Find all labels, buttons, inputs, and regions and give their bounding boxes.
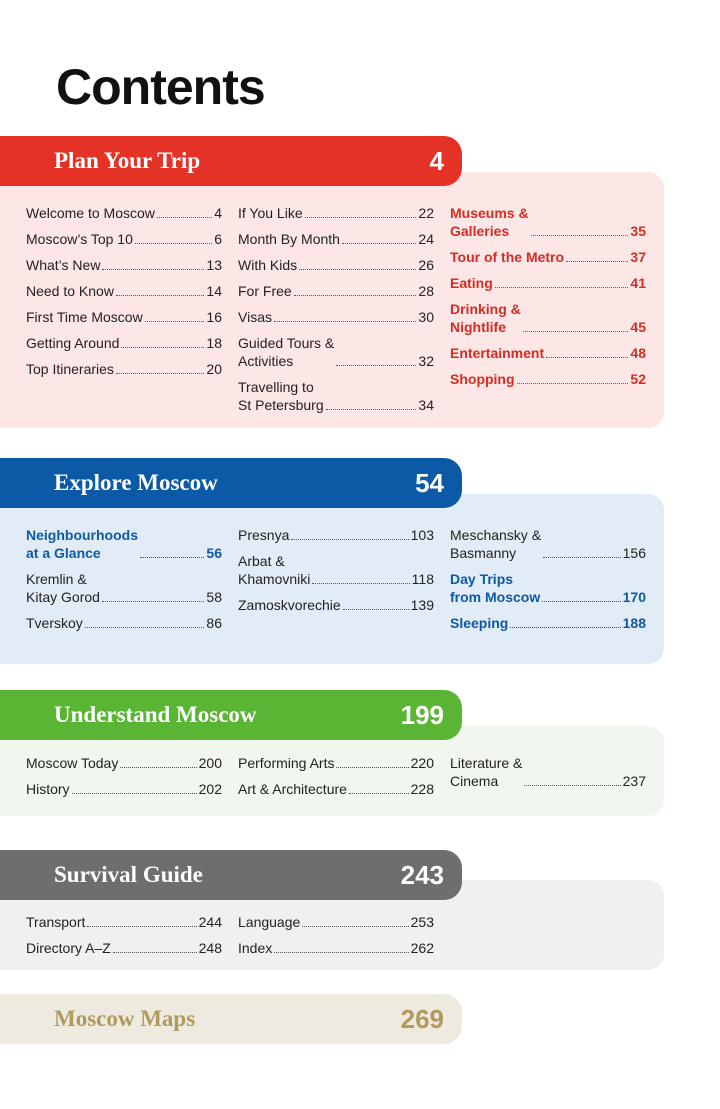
toc-entry-title: Visas <box>238 309 272 325</box>
toc-entry[interactable] <box>450 300 646 336</box>
toc-entry-page: 52 <box>630 371 646 387</box>
toc-entry[interactable] <box>238 308 434 326</box>
section-banner[interactable] <box>0 458 462 508</box>
toc-entry-title: Entertainment <box>450 345 545 361</box>
dot-leader <box>113 952 197 953</box>
toc-entry[interactable] <box>26 780 222 798</box>
toc-entry[interactable] <box>238 552 434 588</box>
dot-leader <box>72 793 197 794</box>
section-title: Moscow Maps <box>54 1006 196 1031</box>
dot-leader <box>102 601 204 602</box>
toc-entry-title: Welcome to Moscow <box>26 205 155 221</box>
dot-leader <box>543 557 621 558</box>
section-title: Survival Guide <box>54 862 203 887</box>
section-title: Explore Moscow <box>54 470 218 495</box>
toc-entry-title: Art & Architecture <box>238 781 347 797</box>
toc-entry-title: Day Trips from Moscow <box>450 571 541 605</box>
toc-entry-page: 220 <box>410 755 434 771</box>
toc-entry[interactable] <box>26 614 222 632</box>
dot-leader <box>157 217 212 218</box>
toc-entry-page: 34 <box>418 397 434 413</box>
dot-leader <box>305 217 417 218</box>
dot-leader <box>121 347 204 348</box>
toc-entry-page: 4 <box>214 205 222 221</box>
toc-entry[interactable] <box>450 370 646 388</box>
toc-column-2 <box>238 754 434 806</box>
toc-column-2 <box>238 204 434 422</box>
toc-entry-title: Sleeping <box>450 615 509 631</box>
section-page-number: 199 <box>400 699 444 730</box>
toc-entry[interactable] <box>450 274 646 292</box>
toc-entry[interactable] <box>26 526 222 562</box>
toc-entry-title: Need to Know <box>26 283 114 299</box>
toc-entry-page: 45 <box>630 319 646 335</box>
toc-entry-page: 18 <box>206 335 222 351</box>
toc-entry-title: If You Like <box>238 205 303 221</box>
dot-leader <box>495 287 629 288</box>
toc-entry-title: Month By Month <box>238 231 340 247</box>
toc-entry[interactable] <box>450 248 646 266</box>
toc-entry-page: 16 <box>206 309 222 325</box>
dot-leader <box>546 357 628 358</box>
dot-leader <box>336 767 408 768</box>
dot-leader <box>510 627 620 628</box>
toc-entry-page: 13 <box>206 257 222 273</box>
dot-leader <box>102 269 204 270</box>
toc-column-1 <box>26 204 222 386</box>
toc-entry-title: Top Itineraries <box>26 361 114 377</box>
dot-leader <box>294 295 417 296</box>
toc-entry-title: With Kids <box>238 257 298 273</box>
dot-leader <box>145 321 205 322</box>
toc-entry[interactable] <box>238 230 434 248</box>
dot-leader <box>312 583 409 584</box>
toc-entry-page: 14 <box>206 283 222 299</box>
dot-leader <box>85 627 205 628</box>
section-explore-moscow <box>0 458 720 668</box>
dot-leader <box>120 767 196 768</box>
section-title: Plan Your Trip <box>54 148 201 173</box>
toc-entry[interactable] <box>450 204 646 240</box>
toc-column-2 <box>238 913 434 965</box>
dot-leader <box>336 365 416 366</box>
toc-entry-title: Arbat & Khamovniki <box>238 553 311 587</box>
dot-leader <box>135 243 212 244</box>
toc-entry-title: What’s New <box>26 257 101 273</box>
toc-entry[interactable] <box>26 334 222 352</box>
toc-entry-page: 156 <box>622 545 646 561</box>
section-plan-your-trip <box>0 136 720 431</box>
toc-entry[interactable] <box>238 754 434 772</box>
toc-entry[interactable] <box>26 256 222 274</box>
toc-entry-title: History <box>26 781 70 797</box>
section-banner[interactable] <box>0 690 462 740</box>
toc-entry-title: Presnya <box>238 527 290 543</box>
toc-entry-page: 41 <box>630 275 646 291</box>
toc-entry[interactable] <box>26 204 222 222</box>
dot-leader <box>343 609 409 610</box>
toc-entry-page: 262 <box>410 940 434 956</box>
page-title: Contents <box>56 59 265 115</box>
toc-entry[interactable] <box>238 596 434 614</box>
toc-entry[interactable] <box>26 913 222 931</box>
toc-entry[interactable] <box>450 344 646 362</box>
dot-leader <box>140 557 204 558</box>
toc-entry-page: 6 <box>214 231 222 247</box>
toc-entry-title: Index <box>238 940 273 956</box>
toc-column-1 <box>26 913 222 965</box>
toc-entry[interactable] <box>238 378 434 414</box>
dot-leader <box>523 331 629 332</box>
toc-entry-page: 28 <box>418 283 434 299</box>
toc-entry-title: Neighbourhoods at a Glance <box>26 527 138 561</box>
dot-leader <box>326 409 417 410</box>
toc-column-1 <box>26 754 222 806</box>
section-understand-moscow <box>0 690 720 820</box>
toc-column-1 <box>26 526 222 640</box>
toc-entry-page: 26 <box>418 257 434 273</box>
toc-entry-title: Eating <box>450 275 493 291</box>
toc-entry[interactable] <box>450 754 646 790</box>
toc-entry[interactable] <box>450 526 646 562</box>
section-moscow-maps <box>0 994 720 1046</box>
section-page-number: 269 <box>400 1003 444 1034</box>
toc-entry-page: 30 <box>418 309 434 325</box>
toc-column-3 <box>450 526 646 640</box>
toc-entry-page: 253 <box>410 914 434 930</box>
toc-entry[interactable] <box>450 570 646 606</box>
toc-entry-title: Moscow Today <box>26 755 119 771</box>
toc-entry[interactable] <box>26 939 222 957</box>
dot-leader <box>116 295 204 296</box>
toc-entry-title: Directory A–Z <box>26 940 111 956</box>
toc-entry-page: 37 <box>630 249 646 265</box>
toc-entry[interactable] <box>238 334 434 370</box>
toc-entry-title: Zamoskvorechie <box>238 597 341 613</box>
toc-entry-page: 35 <box>630 223 646 239</box>
toc-entry[interactable] <box>238 526 434 544</box>
toc-entry-page: 103 <box>410 527 434 543</box>
toc-entry-page: 24 <box>418 231 434 247</box>
toc-entry-page: 32 <box>418 353 434 369</box>
dot-leader <box>517 383 629 384</box>
toc-entry[interactable] <box>26 754 222 772</box>
toc-entry[interactable] <box>26 282 222 300</box>
dot-leader <box>566 261 628 262</box>
toc-entry-title: Meschansky & Basmanny <box>450 527 542 561</box>
toc-entry[interactable] <box>238 282 434 300</box>
toc-entry-page: 58 <box>206 589 222 605</box>
dot-leader <box>299 269 416 270</box>
toc-entry-page: 248 <box>198 940 222 956</box>
toc-entry-page: 48 <box>630 345 646 361</box>
section-title: Understand Moscow <box>54 702 257 727</box>
toc-entry-title: Literature & Cinema <box>450 755 523 789</box>
dot-leader <box>116 373 204 374</box>
toc-entry[interactable] <box>238 256 434 274</box>
toc-entry[interactable] <box>450 614 646 632</box>
dot-leader <box>524 785 620 786</box>
toc-entry-page: 118 <box>411 571 434 587</box>
toc-column-2 <box>238 526 434 622</box>
toc-entry[interactable] <box>26 230 222 248</box>
toc-entry-title: Shopping <box>450 371 515 387</box>
dot-leader <box>274 952 408 953</box>
dot-leader <box>349 793 409 794</box>
section-survival-guide <box>0 850 720 974</box>
toc-entry-page: 244 <box>198 914 222 930</box>
section-banner[interactable] <box>0 850 462 900</box>
toc-entry-page: 228 <box>410 781 434 797</box>
dot-leader <box>274 321 416 322</box>
toc-entry-title: Museums & Galleries <box>450 205 529 239</box>
dot-leader <box>342 243 416 244</box>
toc-entry-page: 86 <box>206 615 222 631</box>
dot-leader <box>87 926 196 927</box>
toc-column-3 <box>450 204 646 396</box>
toc-entry-title: For Free <box>238 283 292 299</box>
toc-entry-title: Travelling to St Petersburg <box>238 379 324 413</box>
toc-entry-title: First Time Moscow <box>26 309 143 325</box>
toc-entry[interactable] <box>238 204 434 222</box>
toc-entry-title: Transport <box>26 914 86 930</box>
section-page-number: 243 <box>400 859 444 890</box>
toc-column-3 <box>450 754 646 798</box>
toc-entry-page: 200 <box>198 755 222 771</box>
toc-entry-page: 237 <box>622 773 646 789</box>
toc-entry[interactable] <box>238 780 434 798</box>
toc-entry[interactable] <box>26 570 222 606</box>
toc-entry-page: 22 <box>418 205 434 221</box>
toc-entry-title: Guided Tours & Activities <box>238 335 335 369</box>
dot-leader <box>531 235 629 236</box>
section-banner[interactable] <box>0 136 462 186</box>
toc-entry[interactable] <box>238 939 434 957</box>
toc-entry-title: Getting Around <box>26 335 120 351</box>
toc-entry-title: Drinking & Nightlife <box>450 301 521 335</box>
toc-entry-title: Language <box>238 914 301 930</box>
toc-entry-page: 139 <box>410 597 434 613</box>
toc-entry-page: 56 <box>206 545 222 561</box>
toc-entry-title: Kremlin & Kitay Gorod <box>26 571 100 605</box>
toc-entry[interactable] <box>26 308 222 326</box>
dot-leader <box>542 601 620 602</box>
toc-entry-page: 202 <box>198 781 222 797</box>
section-page-number: 54 <box>415 467 444 498</box>
dot-leader <box>302 926 408 927</box>
toc-entry-page: 170 <box>622 589 646 605</box>
toc-entry-page: 20 <box>206 361 222 377</box>
toc-entry-title: Tour of the Metro <box>450 249 565 265</box>
toc-entry-title: Tverskoy <box>26 615 83 631</box>
section-banner[interactable] <box>0 994 462 1044</box>
toc-entry-title: Performing Arts <box>238 755 335 771</box>
dot-leader <box>291 539 408 540</box>
toc-entry[interactable] <box>238 913 434 931</box>
section-page-number: 4 <box>429 145 444 176</box>
toc-entry[interactable] <box>26 360 222 378</box>
toc-entry-page: 188 <box>622 615 646 631</box>
toc-entry-title: Moscow’s Top 10 <box>26 231 133 247</box>
